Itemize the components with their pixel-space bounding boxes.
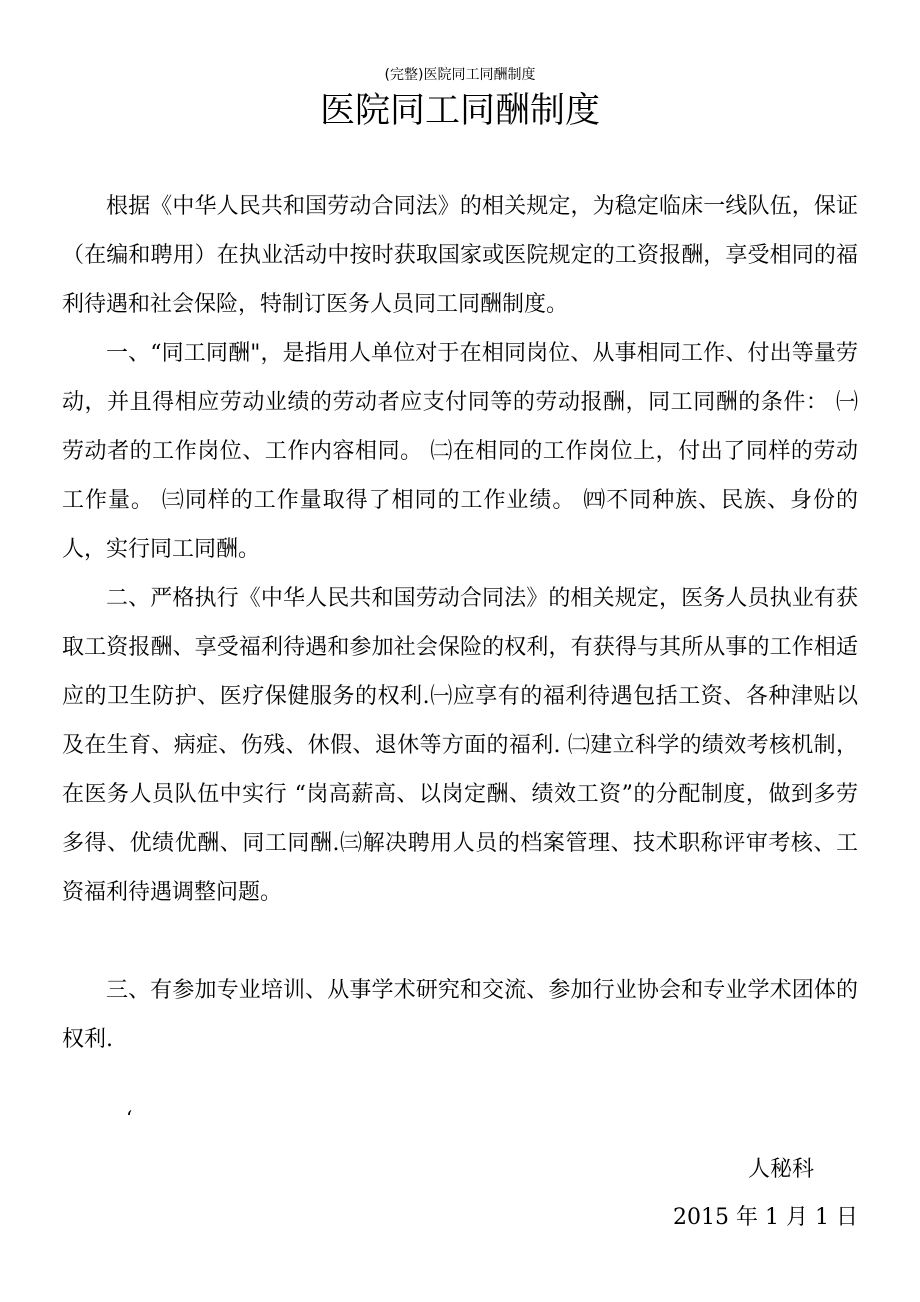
signature-department: 人秘科 — [747, 1157, 814, 1182]
running-header: (完整)医院同工同酬制度 — [384, 67, 536, 83]
paragraph-section-1: 一、“同工同酬"，是指用人单位对于在相同岗位、从事相同工作、付出等量劳动，并且得相应劳动业绩的劳动者应支付同等的劳动报酬，同工同酬的条件： ㈠劳动者的工作岗位、工作内容相同。 ㈡在相同的工作岗位上，付出了同样的劳动工作量。 ㈢同样的工作量取得了相同的工作业绩。 ㈣不同种族、民族、身份的人，实行同工同酬。 — [62, 341, 858, 562]
paragraph-section-3: 三、有参加专业培训、从事学术研究和交流、参加行业协会和专业学术团体的权利. — [62, 978, 858, 1052]
document-body — [62, 182, 858, 1064]
stray-quote-mark: ‘ — [126, 1106, 133, 1130]
document-title: 医院同工同酬制度 — [319, 91, 600, 131]
paragraph-section-2: 二、严格执行《中华人民共和国劳动合同法》的相关规定，医务人员执业有获取工资报酬、享受福利待遇和参加社会保险的权利，有获得与其所从事的工作相适应的卫生防护、医疗保健服务的权利.㈠应享有的福利待遇包括工资、各种津贴以及在生育、病症、伤残、休假、退休等方面的福利. ㈡建立科学的绩效考核机制，在医务人员队伍中实行 “岗高薪高、以岗定酬、绩效工资”的分配制度，做到多劳多得、优绩优酬、同工同酬.㈢解决聘用人员的档案管理、技术职称评审考核、工资福利待遇调整问题。 — [62, 586, 858, 905]
signature-date: 2015 年 1 月 1 日 — [673, 1205, 858, 1230]
paragraph-intro: 根据《中华人民共和国劳动合同法》的相关规定，为稳定临床一线队伍，保证（在编和聘用）在执业活动中按时获取国家或医院规定的工资报酬，享受相同的福利待遇和社会保险，特制订医务人员同工同酬制度。 — [62, 194, 858, 317]
